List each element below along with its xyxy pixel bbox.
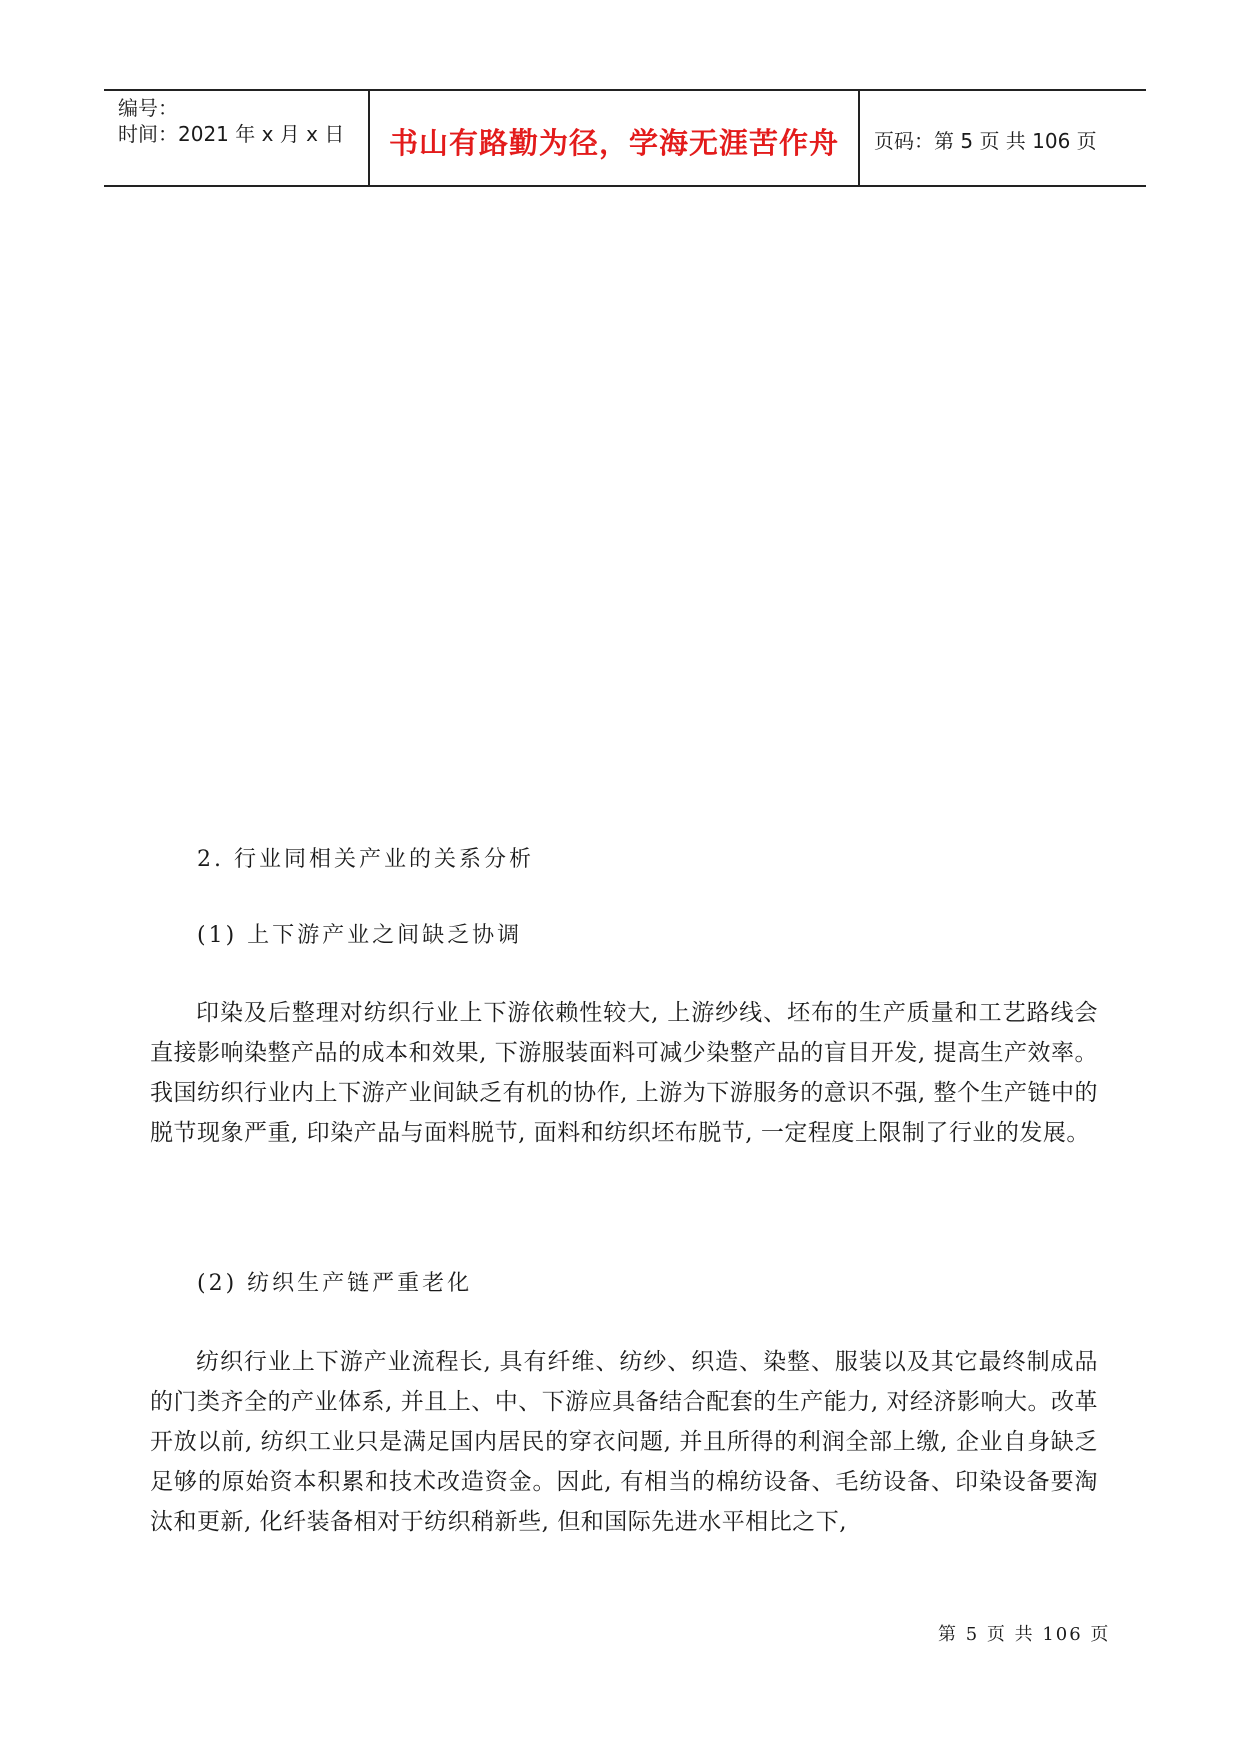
header-page-cell [860, 91, 1146, 185]
section-title: 2. 行业同相关产业的关系分析 [197, 847, 534, 872]
subsection-title-1: (1) 上下游产业之间缺乏协调 [197, 923, 523, 948]
paragraph-2: 纺织行业上下游产业流程长, 具有纤维、纺纱、织造、染整、服装以及其它最终制成品的门类齐全的产业体系, 并且上、中、下游应具备结合配套的生产能力, 对经济影响大。改革开放以前, 纺织工业只是满足国内居民的穿衣问题, 并且所得的利润全部上缴, 企业自身缺乏足够的原始资本积累和技术改造资金。因此, 有相当的棉纺设备、毛纺设备、印染设备要淘汰和更新, 化纤装备相对于纺织稍新些, 但和国际先进水平相比之下, [150, 1349, 1098, 1535]
header-meta-cell [104, 91, 370, 185]
footer-page-number: 第 5 页 共 106 页 [938, 1624, 1111, 1645]
header-motto-cell [370, 91, 860, 185]
header-page-number: 页码：第 5 页 共 106 页 [874, 129, 1097, 153]
document-time-label: 时间：2021 年 x 月 x 日 [118, 122, 345, 146]
header-motto: 书山有路勤为径，学海无涯苦作舟 [388, 126, 839, 160]
paragraph-1: 印染及后整理对纺织行业上下游依赖性较大, 上游纱线、坯布的生产质量和工艺路线会直接影响染整产品的成本和效果, 下游服装面料可减少染整产品的盲目开发, 提高生产效率。我国纺织行业内上下游产业间缺乏有机的协作, 上游为下游服务的意识不强, 整个生产链中的脱节现象严重, 印染产品与面料脱节, 面料和纺织坯布脱节, 一定程度上限制了行业的发展。 [150, 1000, 1098, 1146]
subsection-title-2: (2) 纺织生产链严重老化 [197, 1271, 473, 1296]
document-number-label: 编号： [118, 96, 178, 120]
document-header [104, 89, 1146, 187]
